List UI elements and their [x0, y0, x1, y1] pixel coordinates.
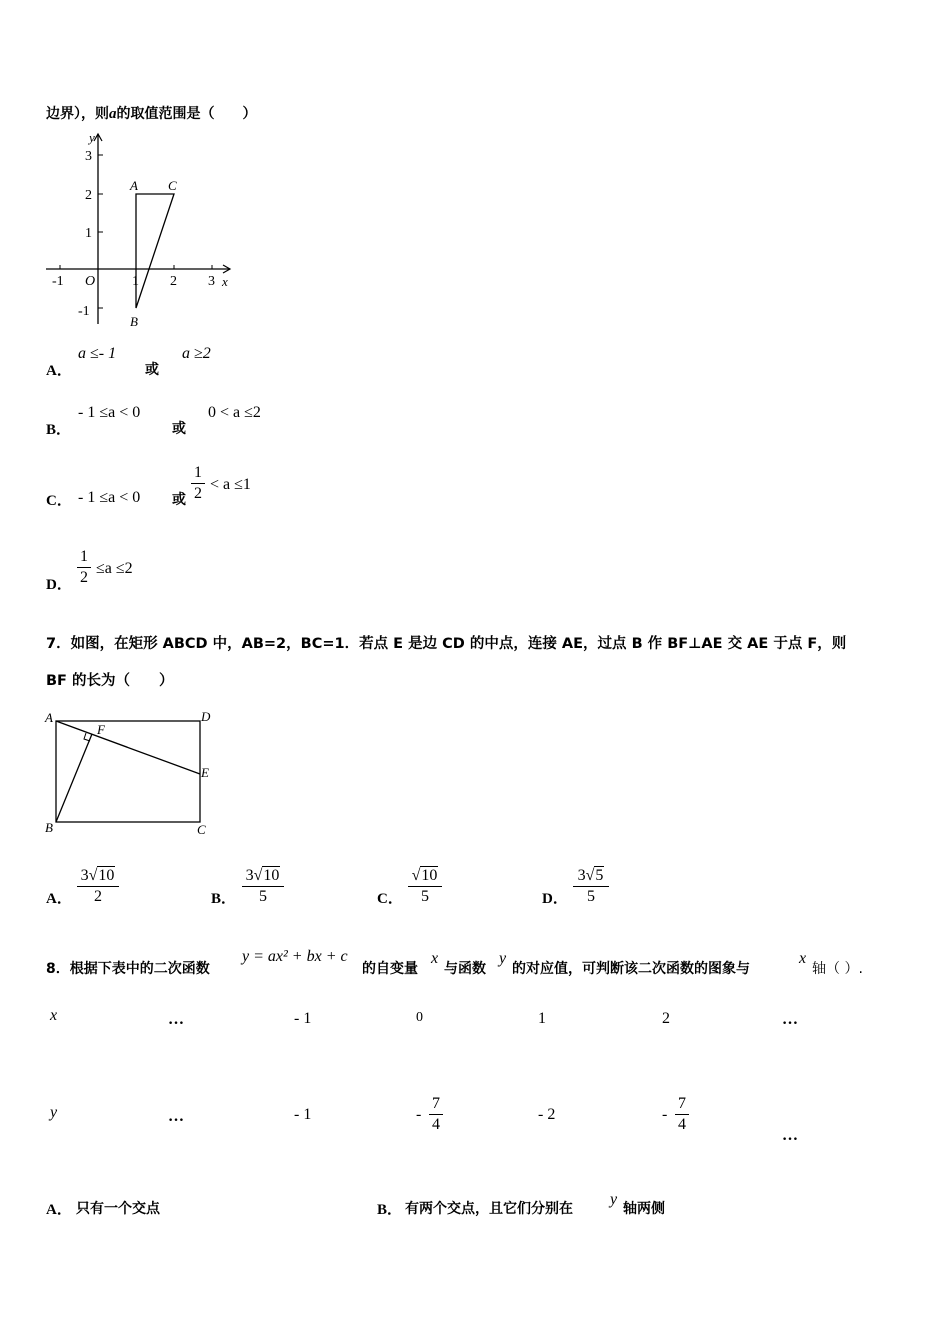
x-axis-label: x	[222, 274, 228, 289]
point-label-a: A	[45, 710, 53, 725]
radicand: 5	[595, 867, 604, 884]
q8-var-x: x	[431, 950, 439, 967]
option-expression: - 1 ≤a < 0	[78, 489, 141, 506]
tick-label-x: -1	[52, 274, 64, 289]
fraction-denominator: 2	[80, 569, 88, 586]
q7-rectangle-figure	[42, 706, 217, 838]
table-cell: 1	[538, 1010, 546, 1027]
table-head-x: x	[50, 1007, 58, 1024]
y-axis-label: y	[89, 130, 95, 145]
rectangle-abcd	[56, 721, 200, 822]
minus-sign: -	[662, 1106, 668, 1123]
table-cell: …	[782, 1127, 798, 1144]
q7-stem-line-2: BF 的长为（ ）	[46, 673, 174, 689]
option-label: D．	[542, 891, 568, 907]
option-label: B．	[211, 891, 237, 907]
option-label: A．	[46, 1202, 72, 1218]
table-cell: …	[168, 1108, 184, 1125]
point-label-c: C	[168, 178, 177, 193]
tick-label-y: 3	[85, 149, 92, 164]
option-label: B．	[46, 422, 72, 438]
tick-label-x: 2	[170, 274, 177, 289]
coefficient: 3	[80, 867, 89, 884]
point-label-e: E	[201, 765, 209, 780]
radicand: 10	[98, 867, 115, 884]
table-cell: - 1	[294, 1106, 312, 1123]
point-label-c: C	[197, 822, 206, 837]
radicand: 10	[421, 867, 438, 884]
or-text: 或	[172, 492, 186, 508]
tick-label-y: 2	[85, 188, 92, 203]
table-cell: - 1	[294, 1010, 312, 1027]
q8-stem-text: 8．根据下表中的二次函数	[46, 961, 210, 977]
radicand: 10	[263, 867, 280, 884]
fraction-one-half	[76, 547, 92, 588]
fraction-expression: 3√10 2	[76, 866, 120, 907]
q8-stem-text: 轴（ ）.	[812, 961, 863, 977]
option-expression: - 1 ≤a < 0	[78, 404, 141, 421]
minus-sign: -	[416, 1106, 422, 1123]
fraction-one-half	[190, 463, 206, 504]
q6-coordinate-graph	[40, 128, 240, 333]
q6-stem-text-2: 的取值范围是（ ）	[116, 106, 257, 122]
option-expression: ≤a ≤2	[96, 560, 133, 577]
tick-label-x: 3	[208, 274, 215, 289]
table-cell: 2	[662, 1010, 670, 1027]
segment-ae	[56, 721, 200, 774]
segment-bf	[56, 734, 92, 822]
table-cell: - 2	[538, 1106, 556, 1123]
option-label: B．	[377, 1202, 403, 1218]
or-text: 或	[145, 362, 159, 378]
fraction-numerator: 7	[678, 1095, 686, 1112]
option-label: A．	[46, 363, 72, 379]
fraction-expression: √10 5	[407, 866, 443, 907]
point-label-a: A	[130, 178, 138, 193]
coefficient: 3	[577, 867, 586, 884]
option-expression: a ≥2	[182, 345, 211, 362]
tick-label-y: -1	[78, 304, 90, 319]
option-expression: 0 < a ≤2	[208, 404, 261, 421]
q6-stem-text: 边界），则	[46, 106, 109, 122]
q6-stem	[46, 103, 257, 123]
fraction-denominator: 4	[678, 1116, 686, 1133]
option-expression: < a ≤1	[210, 476, 251, 493]
tick-label-y: 1	[85, 226, 92, 241]
option-label: A．	[46, 891, 72, 907]
fraction-denominator: 5	[587, 888, 595, 905]
q7-stem-line-1: 7．如图，在矩形 ABCD 中，AB=2，BC=1．若点 E 是边 CD 的中点，连接 AE，过点 B 作 BF⊥AE 交 AE 于点 F，则	[46, 636, 847, 652]
point-label-f: F	[97, 722, 105, 737]
q8-formula: y = ax² + bx + c	[242, 948, 348, 965]
fraction-denominator: 5	[421, 888, 429, 905]
option-label: C．	[377, 891, 403, 907]
coefficient: 3	[245, 867, 254, 884]
option-label: C．	[46, 493, 72, 509]
option-expression: a ≤- 1	[78, 345, 117, 362]
table-head-y: y	[50, 1104, 58, 1121]
fraction-numerator: 1	[194, 464, 202, 481]
q8-stem-text: 的对应值，可判断该二次函数的图象与	[512, 961, 750, 977]
option-text: 轴两侧	[623, 1201, 665, 1217]
fraction-seven-fourths	[674, 1094, 690, 1135]
table-cell: 0	[416, 1010, 423, 1025]
q8-var-x: x	[799, 950, 807, 967]
table-cell: …	[168, 1011, 184, 1028]
or-text: 或	[172, 421, 186, 437]
point-label-d: D	[201, 709, 211, 724]
q6-var-a: a	[109, 106, 117, 122]
q8-var-y: y	[499, 950, 507, 967]
fraction-seven-fourths	[428, 1094, 444, 1135]
option-text: 有两个交点，且它们分别在	[405, 1201, 573, 1217]
fraction-denominator: 2	[194, 485, 202, 502]
triangle-abc	[136, 194, 174, 308]
option-var-y: y	[610, 1191, 618, 1208]
option-label: D．	[46, 577, 72, 593]
fraction-numerator: 7	[432, 1095, 440, 1112]
fraction-expression: 3√5 5	[572, 866, 610, 907]
point-label-b: B	[130, 314, 138, 329]
point-label-b: B	[45, 820, 53, 835]
table-cell: …	[782, 1011, 798, 1028]
fraction-denominator: 4	[432, 1116, 440, 1133]
tick-label-x: 1	[132, 274, 139, 289]
fraction-numerator: 1	[80, 548, 88, 565]
q8-stem-text: 的自变量	[362, 961, 418, 977]
fraction-denominator: 5	[259, 888, 267, 905]
fraction-expression: 3√10 5	[241, 866, 285, 907]
origin-label: O	[85, 274, 96, 289]
fraction-denominator: 2	[94, 888, 102, 905]
option-text: 只有一个交点	[76, 1201, 160, 1217]
q8-stem-text: 与函数	[444, 961, 486, 977]
